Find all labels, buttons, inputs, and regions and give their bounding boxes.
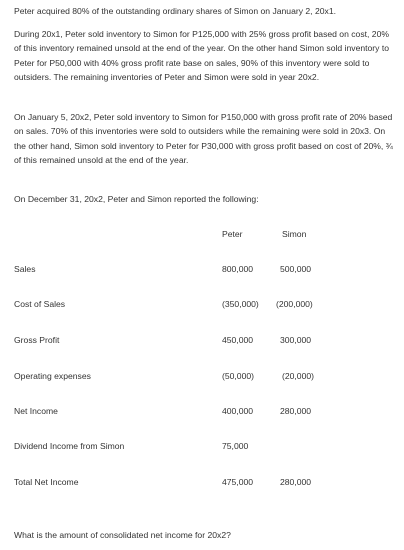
peter-value: 450,000 — [222, 335, 254, 345]
table-row-cost-of-sales — [0, 296, 404, 312]
simon-value: 500,000 — [280, 264, 312, 274]
intro-paragraph: Peter acquired 80% of the outstanding ordinary shares of Simon on January 2, 20x1. — [14, 6, 336, 16]
table-row-operating-expenses — [0, 368, 404, 384]
paragraph-report-intro: On December 31, 20x2, Peter and Simon reported the following: — [14, 194, 259, 204]
row-label: Total Net Income — [14, 477, 79, 487]
table-row-net-income — [0, 403, 404, 419]
row-label: Dividend Income from Simon — [14, 441, 125, 451]
table-row-gross-profit — [0, 332, 404, 348]
table-row-total-net-income — [0, 474, 404, 490]
peter-value: (350,000) — [222, 299, 259, 309]
row-label: Sales — [14, 264, 36, 274]
paragraph-20x1-transactions: During 20x1, Peter sold inventory to Simon for P125,000 with 25% gross profit based on cost, 20% of this inventory remained unsold at the end of the year. On the other hand Simon sold inventory to Peter for P50,000 with 40% gross profit rate base on sales, 90% of this inventory were sold to outsiders. The remaining inventories of Peter and Simon were sold in year 20x2. — [14, 29, 390, 83]
peter-value: 800,000 — [222, 264, 254, 274]
row-label: Cost of Sales — [14, 299, 66, 309]
question-text: What is the amount of consolidated net income for 20x2? — [14, 530, 231, 540]
table-row-sales — [0, 261, 404, 277]
peter-value: (50,000) — [222, 371, 255, 381]
simon-value: (20,000) — [282, 371, 315, 381]
row-label: Gross Profit — [14, 335, 60, 345]
simon-value: (200,000) — [276, 299, 313, 309]
peter-value: 400,000 — [222, 406, 254, 416]
table-row-dividend-income — [0, 438, 404, 454]
column-header-peter: Peter — [222, 229, 243, 239]
simon-value: 280,000 — [280, 406, 312, 416]
simon-value: 300,000 — [280, 335, 312, 345]
simon-value: 280,000 — [280, 477, 312, 487]
row-label: Net Income — [14, 406, 58, 416]
column-header-simon: Simon — [282, 229, 307, 239]
row-label: Operating expenses — [14, 371, 91, 381]
paragraph-20x2-transactions: On January 5, 20x2, Peter sold inventory to Simon for P150,000 with gross profit rate of 20% based on sales. 70% of this inventories were sold to outsiders while the remaining were sold in 20x3. On the other hand, Simon sold inventory to Peter for P30,000 with gross profit based on cost of 20%, ¾ of this remained unsold at the end of the year. — [14, 112, 393, 166]
peter-value: 475,000 — [222, 477, 254, 487]
peter-value: 75,000 — [222, 441, 249, 451]
